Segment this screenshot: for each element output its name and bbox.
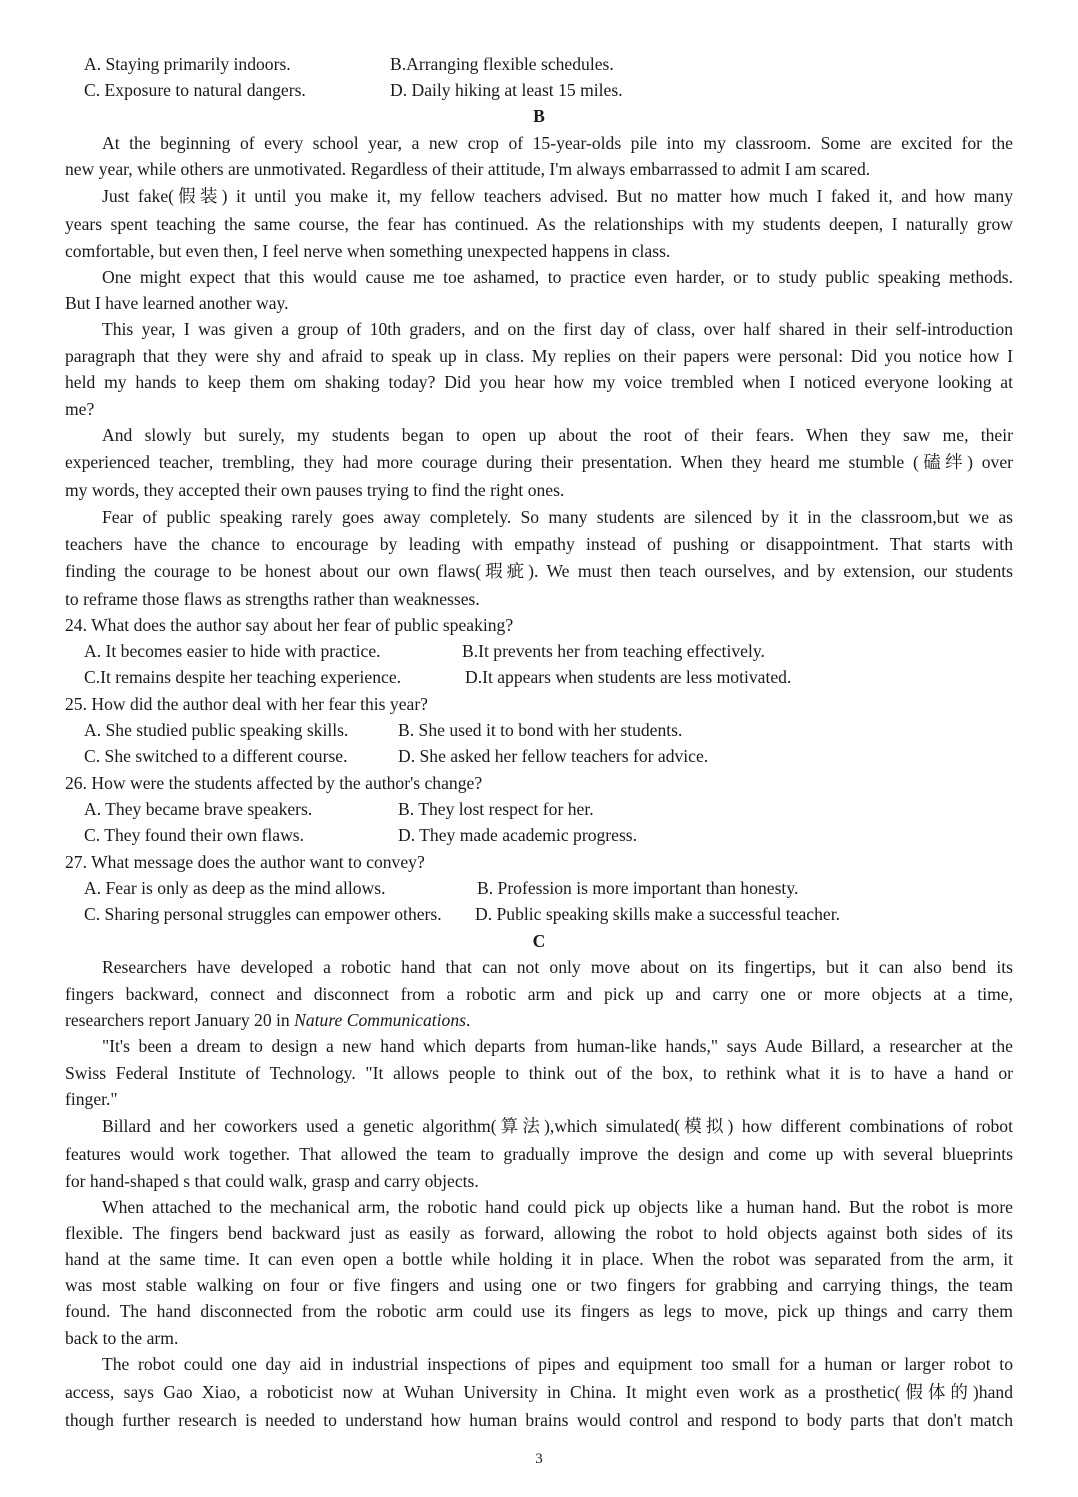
- text-line: held my hands to keep them om shaking today? Did you hear how my voice trembled when I noticed everyone looking at: [65, 372, 1013, 392]
- q23-option-b: B.Arranging flexible schedules.: [390, 54, 614, 74]
- text-line: back to the arm.: [65, 1328, 179, 1348]
- page-number: 3: [535, 1451, 543, 1467]
- passage-c-heading: C: [532, 931, 546, 951]
- text-segment: researchers report January 20 in: [65, 1010, 290, 1030]
- text-line: Swiss Federal Institute of Technology. "It allows people to think out of the box, to rethink what it is to have a hand or: [65, 1063, 1013, 1083]
- option-d: D. Public speaking skills make a successful teacher.: [475, 904, 840, 924]
- option-b: B.It prevents her from teaching effectively.: [462, 641, 765, 661]
- text-line: At the beginning of every school year, a new crop of 15-year-olds pile into my classroom. Some are excited for the: [102, 133, 1013, 153]
- text-line: [65, 1008, 1013, 1032]
- text-line: finding the courage to be honest about our own flaws(瑕疵). We must then teach ourselves, and by extension, our students: [65, 561, 1013, 581]
- text-line: features would work together. That allowed the team to gradually improve the design and come up with several blueprints: [65, 1144, 1013, 1164]
- q23-option-a: A. Staying primarily indoors.: [84, 54, 291, 74]
- option-b: B. She used it to bond with her students.: [398, 720, 683, 740]
- text-line: Researchers have developed a robotic hand that can not only move about on its fingertips, but it can also bend its: [102, 957, 1013, 977]
- text-line: fingers backward, connect and disconnect from a robotic arm and pick up and carry one or more objects at a time,: [65, 984, 1013, 1004]
- text-line: hand at the same time. It can even open a bottle while holding it in place. When the robot was separated from the arm, it: [65, 1249, 1013, 1269]
- text-line: me?: [65, 399, 95, 419]
- text-segment: .: [466, 1010, 471, 1030]
- text-line: Fear of public speaking rarely goes away completely. So many students are silenced by it in the classroom,but we as: [102, 507, 1013, 527]
- text-line: found. The hand disconnected from the robotic arm could use its fingers as legs to move, pick up things and carry them: [65, 1301, 1013, 1321]
- text-line: flexible. The fingers bend backward just as easily as forward, allowing the robot to hold objects against both sides of its: [65, 1223, 1013, 1243]
- text-line: When attached to the mechanical arm, the robotic hand could pick up objects like a human hand. But the robot is more: [102, 1197, 1013, 1217]
- text-line: Billard and her coworkers used a genetic algorithm(算法),which simulated(模拟) how different combinations of robot: [102, 1116, 1013, 1136]
- option-c: C. Sharing personal struggles can empower others.: [84, 904, 442, 924]
- question-stem: 26. How were the students affected by the author's change?: [65, 773, 483, 793]
- text-line: "It's been a dream to design a new hand which departs from human-like hands," says Aude Billard, a researcher at the: [102, 1036, 1013, 1056]
- option-d: D.It appears when students are less motivated.: [465, 667, 792, 687]
- text-line: new year, while others are unmotivated. Regardless of their attitude, I'm always embarrassed to admit I am scared.: [65, 159, 871, 179]
- q23-option-c: C. Exposure to natural dangers.: [84, 80, 306, 100]
- option-c: C.It remains despite her teaching experience.: [84, 667, 402, 687]
- option-c: C. They found their own flaws.: [84, 825, 305, 845]
- option-c: C. She switched to a different course.: [84, 746, 348, 766]
- text-line: was most stable walking on four or five fingers and using one or two fingers for grabbing and carrying things, the team: [65, 1275, 1013, 1295]
- text-line: years spent teaching the same course, the fear has continued. As the relationships with my students deepen, I naturally grow: [65, 214, 1013, 234]
- text-line: finger.": [65, 1089, 118, 1109]
- text-line: And slowly but surely, my students began to open up about the root of their fears. When they saw me, their: [102, 425, 1013, 445]
- text-line: though further research is needed to understand how human brains would control and respond to body parts that don't match: [65, 1410, 1013, 1430]
- option-d: D. They made academic progress.: [398, 825, 638, 845]
- text-line: The robot could one day aid in industrial inspections of pipes and equipment too small for a human or larger robot to: [102, 1354, 1013, 1374]
- text-line: This year, I was given a group of 10th graders, and on the first day of class, over half shared in their self-introduction: [102, 319, 1013, 339]
- passage-b-heading: B: [533, 106, 545, 126]
- option-a: A. She studied public speaking skills.: [84, 720, 349, 740]
- journal-name: Nature Communications: [294, 1010, 466, 1030]
- q23-option-d: D. Daily hiking at least 15 miles.: [390, 80, 623, 100]
- text-line: access, says Gao Xiao, a roboticist now at Wuhan University in China. It might even work as a prosthetic(假体的)hand: [65, 1382, 1013, 1402]
- question-stem: 25. How did the author deal with her fear this year?: [65, 694, 428, 714]
- option-b: B. Profession is more important than honesty.: [477, 878, 799, 898]
- text-line: But I have learned another way.: [65, 293, 289, 313]
- text-line: my words, they accepted their own pauses trying to find the right ones.: [65, 480, 565, 500]
- text-line: One might expect that this would cause me toe ashamed, to practice even harder, or to study public speaking methods.: [102, 267, 1013, 287]
- text-line: experienced teacher, trembling, they had more courage during their presentation. When they heard me stumble (磕绊) over: [65, 452, 1013, 472]
- option-d: D. She asked her fellow teachers for advice.: [398, 746, 709, 766]
- text-line: comfortable, but even then, I feel nerve when something unexpected happens in class.: [65, 241, 671, 261]
- text-line: Just fake(假装) it until you make it, my fellow teachers advised. But no matter how much I faked it, and how many: [102, 186, 1013, 206]
- text-line: to reframe those flaws as strengths rather than weaknesses.: [65, 589, 480, 609]
- option-a: A. They became brave speakers.: [84, 799, 313, 819]
- text-line: teachers have the chance to encourage by leading with empathy instead of pushing or disappointment. That starts with: [65, 534, 1013, 554]
- option-a: A. It becomes easier to hide with practice.: [84, 641, 381, 661]
- question-stem: 27. What message does the author want to convey?: [65, 852, 425, 872]
- option-a: A. Fear is only as deep as the mind allows.: [84, 878, 386, 898]
- text-line: paragraph that they were shy and afraid to speak up in class. My replies on their papers were personal: Did you notice how I: [65, 346, 1013, 366]
- option-b: B. They lost respect for her.: [398, 799, 594, 819]
- question-stem: 24. What does the author say about her fear of public speaking?: [65, 615, 514, 635]
- text-line: for hand-shaped s that could walk, grasp and carry objects.: [65, 1171, 479, 1191]
